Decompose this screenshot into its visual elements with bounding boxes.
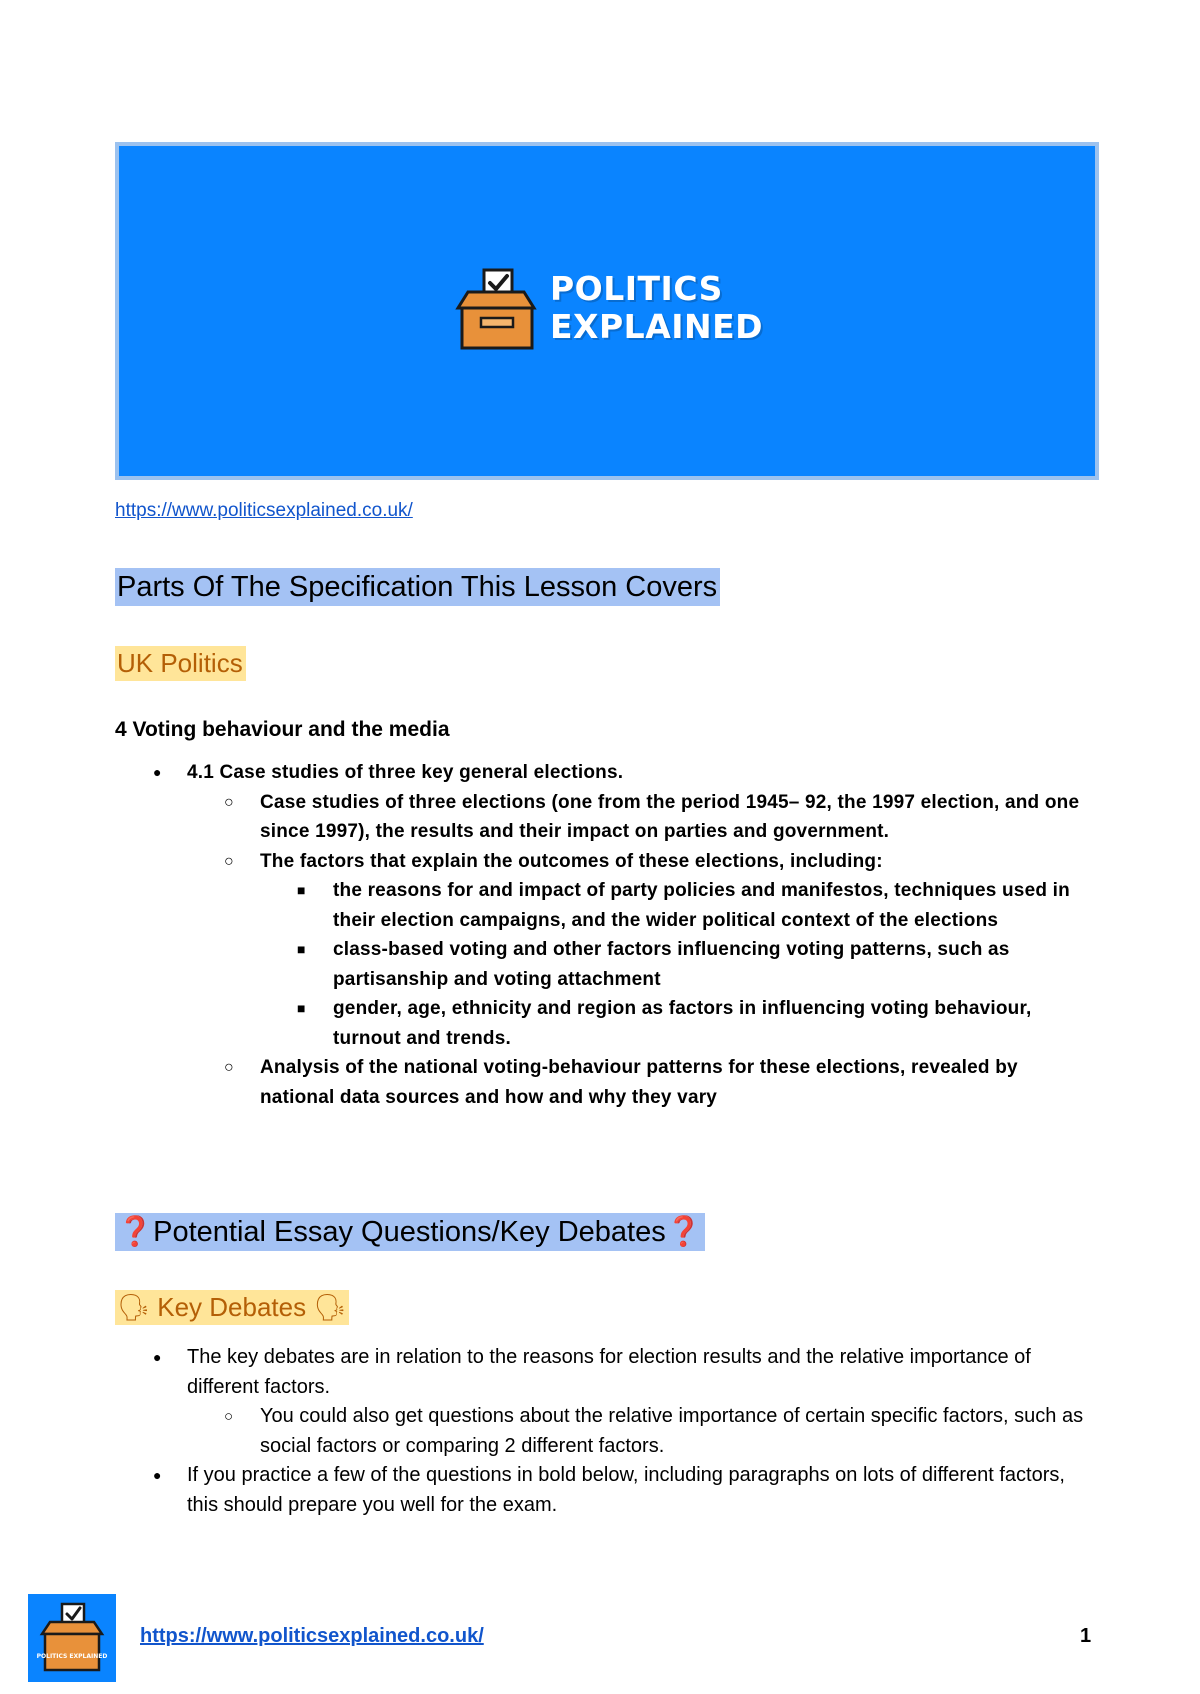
list-item: [150, 1461, 1100, 1520]
list-item: [150, 1343, 1100, 1402]
list-item-text: gender, age, ethnicity and region as factors in influencing voting behaviour, turnout and trends.: [333, 998, 1032, 1049]
list-item-text: The key debates are in relation to the reasons for election results and the relative importance of different factors.: [187, 1346, 1031, 1398]
list-item-text: Analysis of the national voting-behaviour patterns for these elections, revealed by national data sources and how and why they vary: [260, 1057, 1018, 1108]
list-item: [150, 1402, 1100, 1461]
subtitle-uk-politics: UK Politics: [115, 646, 246, 681]
subtitle-key-debates: 🗣 Key Debates 🗣: [115, 1290, 349, 1325]
politics-explained-logo: [454, 266, 774, 356]
list-item-text: class-based voting and other factors influencing voting patterns, such as partisanship and voting attachment: [333, 939, 1010, 990]
bullet-disc-icon: ●: [153, 1467, 162, 1483]
logo-wordmark: [550, 270, 763, 346]
section-title-essay-questions: ❓Potential Essay Questions/Key Debates❓: [115, 1213, 705, 1251]
logo-line-2: EXPLAINED: [550, 307, 764, 346]
bullet-disc-icon: ●: [153, 764, 162, 780]
list-item: [150, 847, 1090, 877]
header-banner: [115, 142, 1099, 480]
ballot-box-icon: [454, 266, 538, 352]
footer-logo: [28, 1594, 116, 1682]
bullet-square-icon: ■: [297, 941, 306, 957]
bullet-circle-icon: ○: [224, 1408, 234, 1425]
list-item: [150, 935, 1090, 994]
list-item: [150, 758, 1090, 788]
bullet-disc-icon: ●: [153, 1349, 162, 1365]
footer-logo-text: POLITICS EXPLAINED: [36, 1653, 108, 1660]
list-item-text: Case studies of three elections (one from the period 1945– 92, the 1997 election, and one since 1997), the results and their impact on parties and government.: [260, 791, 1080, 842]
key-debates-list: [150, 1343, 1100, 1520]
list-item-text: the reasons for and impact of party policies and manifestos, techniques used in their election campaigns, and the wider political context of the elections: [333, 880, 1070, 931]
specification-list: [150, 758, 1090, 1112]
bullet-circle-icon: ○: [224, 852, 234, 870]
topic-heading: 4 Voting behaviour and the media: [115, 718, 450, 741]
bullet-square-icon: ■: [297, 1000, 306, 1016]
list-item-text: If you practice a few of the questions in bold below, including paragraphs on lots of different factors, this should prepare you well for the exam.: [187, 1464, 1065, 1516]
website-link[interactable]: https://www.politicsexplained.co.uk/: [115, 500, 413, 521]
list-item: [150, 994, 1090, 1053]
list-item-text: The factors that explain the outcomes of these elections, including:: [260, 850, 883, 872]
bullet-circle-icon: ○: [224, 1059, 234, 1076]
list-item: [150, 1053, 1090, 1112]
bullet-square-icon: ■: [297, 882, 306, 898]
list-item: [150, 876, 1090, 935]
bullet-circle-icon: ○: [224, 793, 234, 811]
page-number: 1: [1080, 1625, 1092, 1647]
logo-line-1: POLITICS: [550, 269, 723, 308]
ballot-box-icon: [28, 1594, 116, 1682]
list-item: [150, 788, 1090, 847]
list-item-text: 4.1 Case studies of three key general elections.: [187, 762, 624, 783]
footer-website-link[interactable]: https://www.politicsexplained.co.uk/: [140, 1625, 484, 1647]
list-item-text: You could also get questions about the relative importance of certain specific factors, such as social factors or comparing 2 different factors.: [260, 1405, 1084, 1457]
section-title-specification: Parts Of The Specification This Lesson Covers: [115, 568, 720, 606]
